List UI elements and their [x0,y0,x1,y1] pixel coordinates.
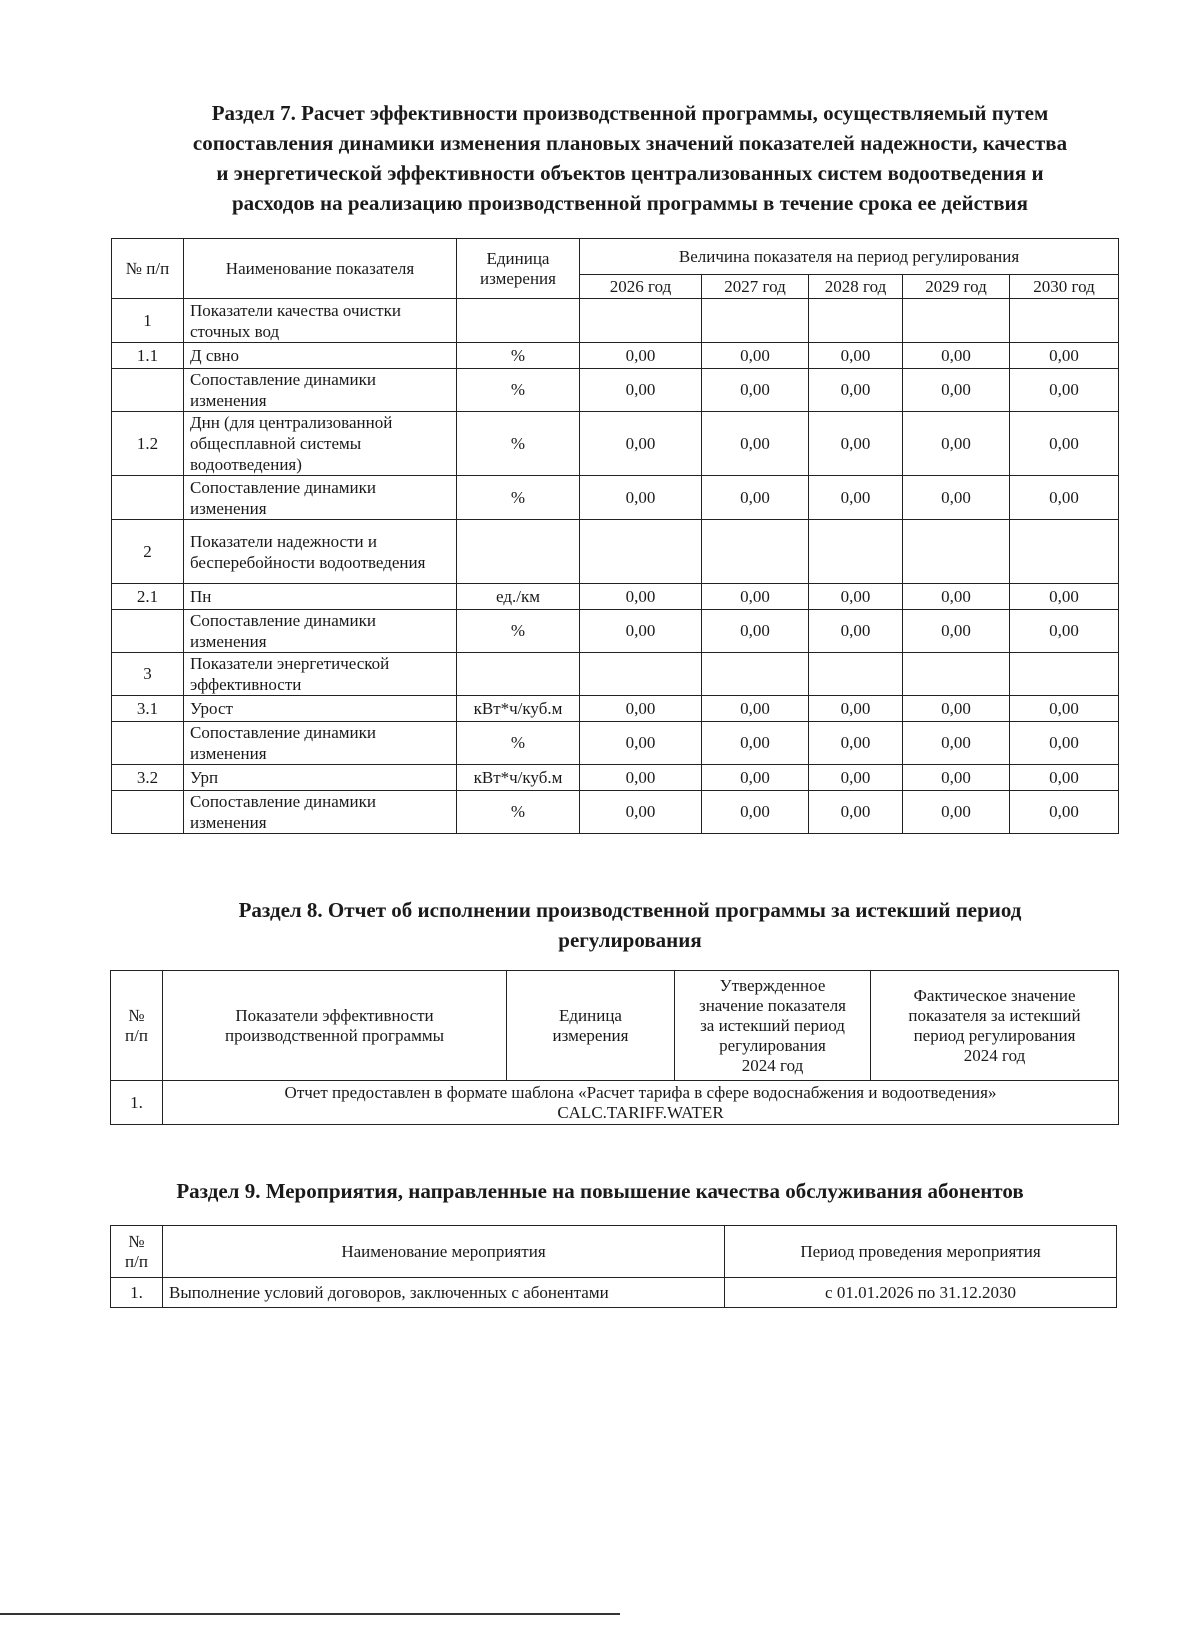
row-value: 0,00 [1010,765,1119,791]
row-num: 3.1 [112,696,184,722]
s9-header-num [111,1226,163,1278]
table-row [112,610,1119,653]
section7-title-line: Раздел 7. Расчет эффективности производственной программы, осуществляемый путем [211,101,1049,125]
row-value: 0,00 [809,696,903,722]
row-value [903,653,1010,696]
s8-header-unit [507,971,675,1081]
row-value: 0,00 [702,791,809,834]
row-value [580,299,702,343]
row-value: 0,00 [903,765,1010,791]
s8-row-text-line: Отчет предоставлен в формате шаблона «Расчет тарифа в сфере водоснабжения и водоотведения» [284,1082,997,1102]
row-unit: % [457,343,580,369]
table-row [112,343,1119,369]
row-value: 0,00 [903,476,1010,520]
row-value: 0,00 [1010,476,1119,520]
row-value: 0,00 [903,584,1010,610]
table-row [112,722,1119,765]
row-value: 0,00 [702,343,809,369]
row-value: 0,00 [580,343,702,369]
section7-title-line: сопоставления динамики изменения плановых значений показателей надежности, качества [192,131,1068,155]
page-bottom-rule [0,1613,620,1615]
s9-header-period: Период проведения мероприятия [725,1226,1117,1278]
row-name: Показатели надежности и бесперебойности водоотведения [184,520,457,584]
row-num: 2.1 [112,584,184,610]
row-value: 0,00 [809,610,903,653]
row-name: Урост [184,696,457,722]
row-value: 0,00 [580,722,702,765]
s8-header-actual-line: показателя за истекший [908,1005,1081,1025]
row-value [702,299,809,343]
header-unit-line: Единица [486,248,550,268]
row-num: 1 [112,299,184,343]
header-unit [457,239,580,299]
s8-row-text [163,1081,1119,1125]
s8-header-approved-line: за истекший период [700,1015,845,1035]
s8-header-unit-line: Единица [559,1005,622,1025]
section8-table [110,970,1119,1125]
row-value [1010,520,1119,584]
s8-header-actual-line: 2024 год [963,1045,1026,1065]
row-value: 0,00 [903,343,1010,369]
row-value: 0,00 [809,369,903,412]
row-value [702,520,809,584]
row-value: 0,00 [702,412,809,476]
s8-header-approved-line: значение показателя [698,995,846,1015]
row-value: 0,00 [580,476,702,520]
row-value: 0,00 [702,610,809,653]
s9-header-name: Наименование мероприятия [163,1226,725,1278]
row-unit: % [457,412,580,476]
row-value: 0,00 [809,722,903,765]
table-row [112,584,1119,610]
row-value: 0,00 [1010,369,1119,412]
row-value: 0,00 [580,765,702,791]
s9-header-num-line: № [128,1231,145,1251]
section9-table [110,1225,1117,1308]
row-value: 0,00 [809,476,903,520]
row-name: Сопоставление динамики изменения [184,610,457,653]
table-row [112,520,1119,584]
row-value: 0,00 [809,791,903,834]
header-year: 2030 год [1010,275,1119,299]
header-year: 2028 год [809,275,903,299]
row-unit: % [457,476,580,520]
row-value [580,520,702,584]
section7-table [111,238,1119,834]
s8-header-indicators [163,971,507,1081]
row-name: Сопоставление динамики изменения [184,791,457,834]
table-row [112,412,1119,476]
s8-header-approved [675,971,871,1081]
row-value [1010,299,1119,343]
row-num: 2 [112,520,184,584]
row-value: 0,00 [809,343,903,369]
row-value: 0,00 [580,369,702,412]
row-value: 0,00 [1010,722,1119,765]
header-num: № п/п [112,239,184,299]
row-name: Показатели энергетической эффективности [184,653,457,696]
s8-header-actual-line: период регулирования [913,1025,1076,1045]
row-value: 0,00 [702,369,809,412]
s8-header-unit-line: измерения [552,1025,629,1045]
s8-header-num-line: п/п [125,1025,148,1045]
row-unit: ед./км [457,584,580,610]
row-value: 0,00 [702,476,809,520]
row-value: 0,00 [809,412,903,476]
row-num: 3 [112,653,184,696]
row-unit: кВт*ч/куб.м [457,765,580,791]
row-value: 0,00 [1010,343,1119,369]
row-value: 0,00 [702,722,809,765]
row-value: 0,00 [903,791,1010,834]
s8-header-approved-line: Утвержденное [719,975,826,995]
row-value: 0,00 [1010,412,1119,476]
row-num [112,610,184,653]
row-num [112,791,184,834]
row-value: 0,00 [702,765,809,791]
row-value: 0,00 [702,696,809,722]
table-row [112,765,1119,791]
header-year: 2029 год [903,275,1010,299]
row-num: 3.2 [112,765,184,791]
row-num [112,722,184,765]
section7-title [110,98,1150,218]
row-value: 0,00 [580,791,702,834]
row-unit: % [457,722,580,765]
s9-row-period: с 01.01.2026 по 31.12.2030 [725,1278,1117,1308]
row-value: 0,00 [809,765,903,791]
header-unit-line: измерения [480,268,556,288]
s8-header-actual [871,971,1119,1081]
s8-header-num-line: № [128,1005,145,1025]
s8-header-approved-line: 2024 год [741,1055,804,1075]
section8-title-line: регулирования [558,928,702,952]
row-num [112,369,184,412]
row-unit [457,520,580,584]
s8-row-num: 1. [111,1081,163,1125]
header-year: 2027 год [702,275,809,299]
section9-title: Раздел 9. Мероприятия, направленные на повышение качества обслуживания абонентов [176,1179,1024,1203]
s8-header-indicators-line: Показатели эффективности [235,1005,434,1025]
row-name: Урп [184,765,457,791]
row-value [580,653,702,696]
row-value: 0,00 [809,584,903,610]
row-value: 0,00 [1010,696,1119,722]
s9-row-name: Выполнение условий договоров, заключенных с абонентами [163,1278,725,1308]
row-name: Сопоставление динамики изменения [184,369,457,412]
row-unit [457,653,580,696]
row-value: 0,00 [580,412,702,476]
row-value [809,299,903,343]
row-value [809,653,903,696]
s9-header-num-line: п/п [125,1251,148,1271]
table-row [112,653,1119,696]
row-unit: % [457,791,580,834]
row-name: Д свно [184,343,457,369]
row-value: 0,00 [903,696,1010,722]
row-value: 0,00 [580,696,702,722]
row-unit: кВт*ч/куб.м [457,696,580,722]
row-num: 1.1 [112,343,184,369]
section7-title-line: и энергетической эффективности объектов централизованных систем водоотведения и [216,161,1044,185]
s8-header-approved-line: регулирования [719,1035,826,1055]
table-row [112,476,1119,520]
header-period: Величина показателя на период регулирования [580,239,1119,275]
row-value: 0,00 [903,722,1010,765]
row-value: 0,00 [903,610,1010,653]
row-value [1010,653,1119,696]
row-unit: % [457,369,580,412]
row-name: Сопоставление динамики изменения [184,722,457,765]
row-value: 0,00 [1010,610,1119,653]
row-value: 0,00 [580,610,702,653]
row-name: Пн [184,584,457,610]
s8-header-actual-line: Фактическое значение [913,985,1076,1005]
row-unit [457,299,580,343]
row-name: Днн (для централизованной общесплавной системы водоотведения) [184,412,457,476]
row-value: 0,00 [580,584,702,610]
table-row [112,299,1119,343]
header-year: 2026 год [580,275,702,299]
row-value [903,520,1010,584]
row-value [809,520,903,584]
row-num [112,476,184,520]
s8-row-text-line: CALC.TARIFF.WATER [557,1102,724,1122]
s9-row-num: 1. [111,1278,163,1308]
row-name: Сопоставление динамики изменения [184,476,457,520]
section7-title-line: расходов на реализацию производственной программы в течение срока ее действия [231,191,1029,215]
header-name: Наименование показателя [184,239,457,299]
row-value [702,653,809,696]
section8-title [110,895,1150,955]
s8-header-num [111,971,163,1081]
row-value: 0,00 [1010,584,1119,610]
row-value [903,299,1010,343]
row-name: Показатели качества очистки сточных вод [184,299,457,343]
row-value: 0,00 [1010,791,1119,834]
row-value: 0,00 [903,369,1010,412]
table-row [112,696,1119,722]
section8-title-line: Раздел 8. Отчет об исполнении производственной программы за истекший период [238,898,1022,922]
row-unit: % [457,610,580,653]
row-value: 0,00 [702,584,809,610]
row-num: 1.2 [112,412,184,476]
table-row [112,791,1119,834]
s8-header-indicators-line: производственной программы [224,1025,445,1045]
table-row [112,369,1119,412]
row-value: 0,00 [903,412,1010,476]
